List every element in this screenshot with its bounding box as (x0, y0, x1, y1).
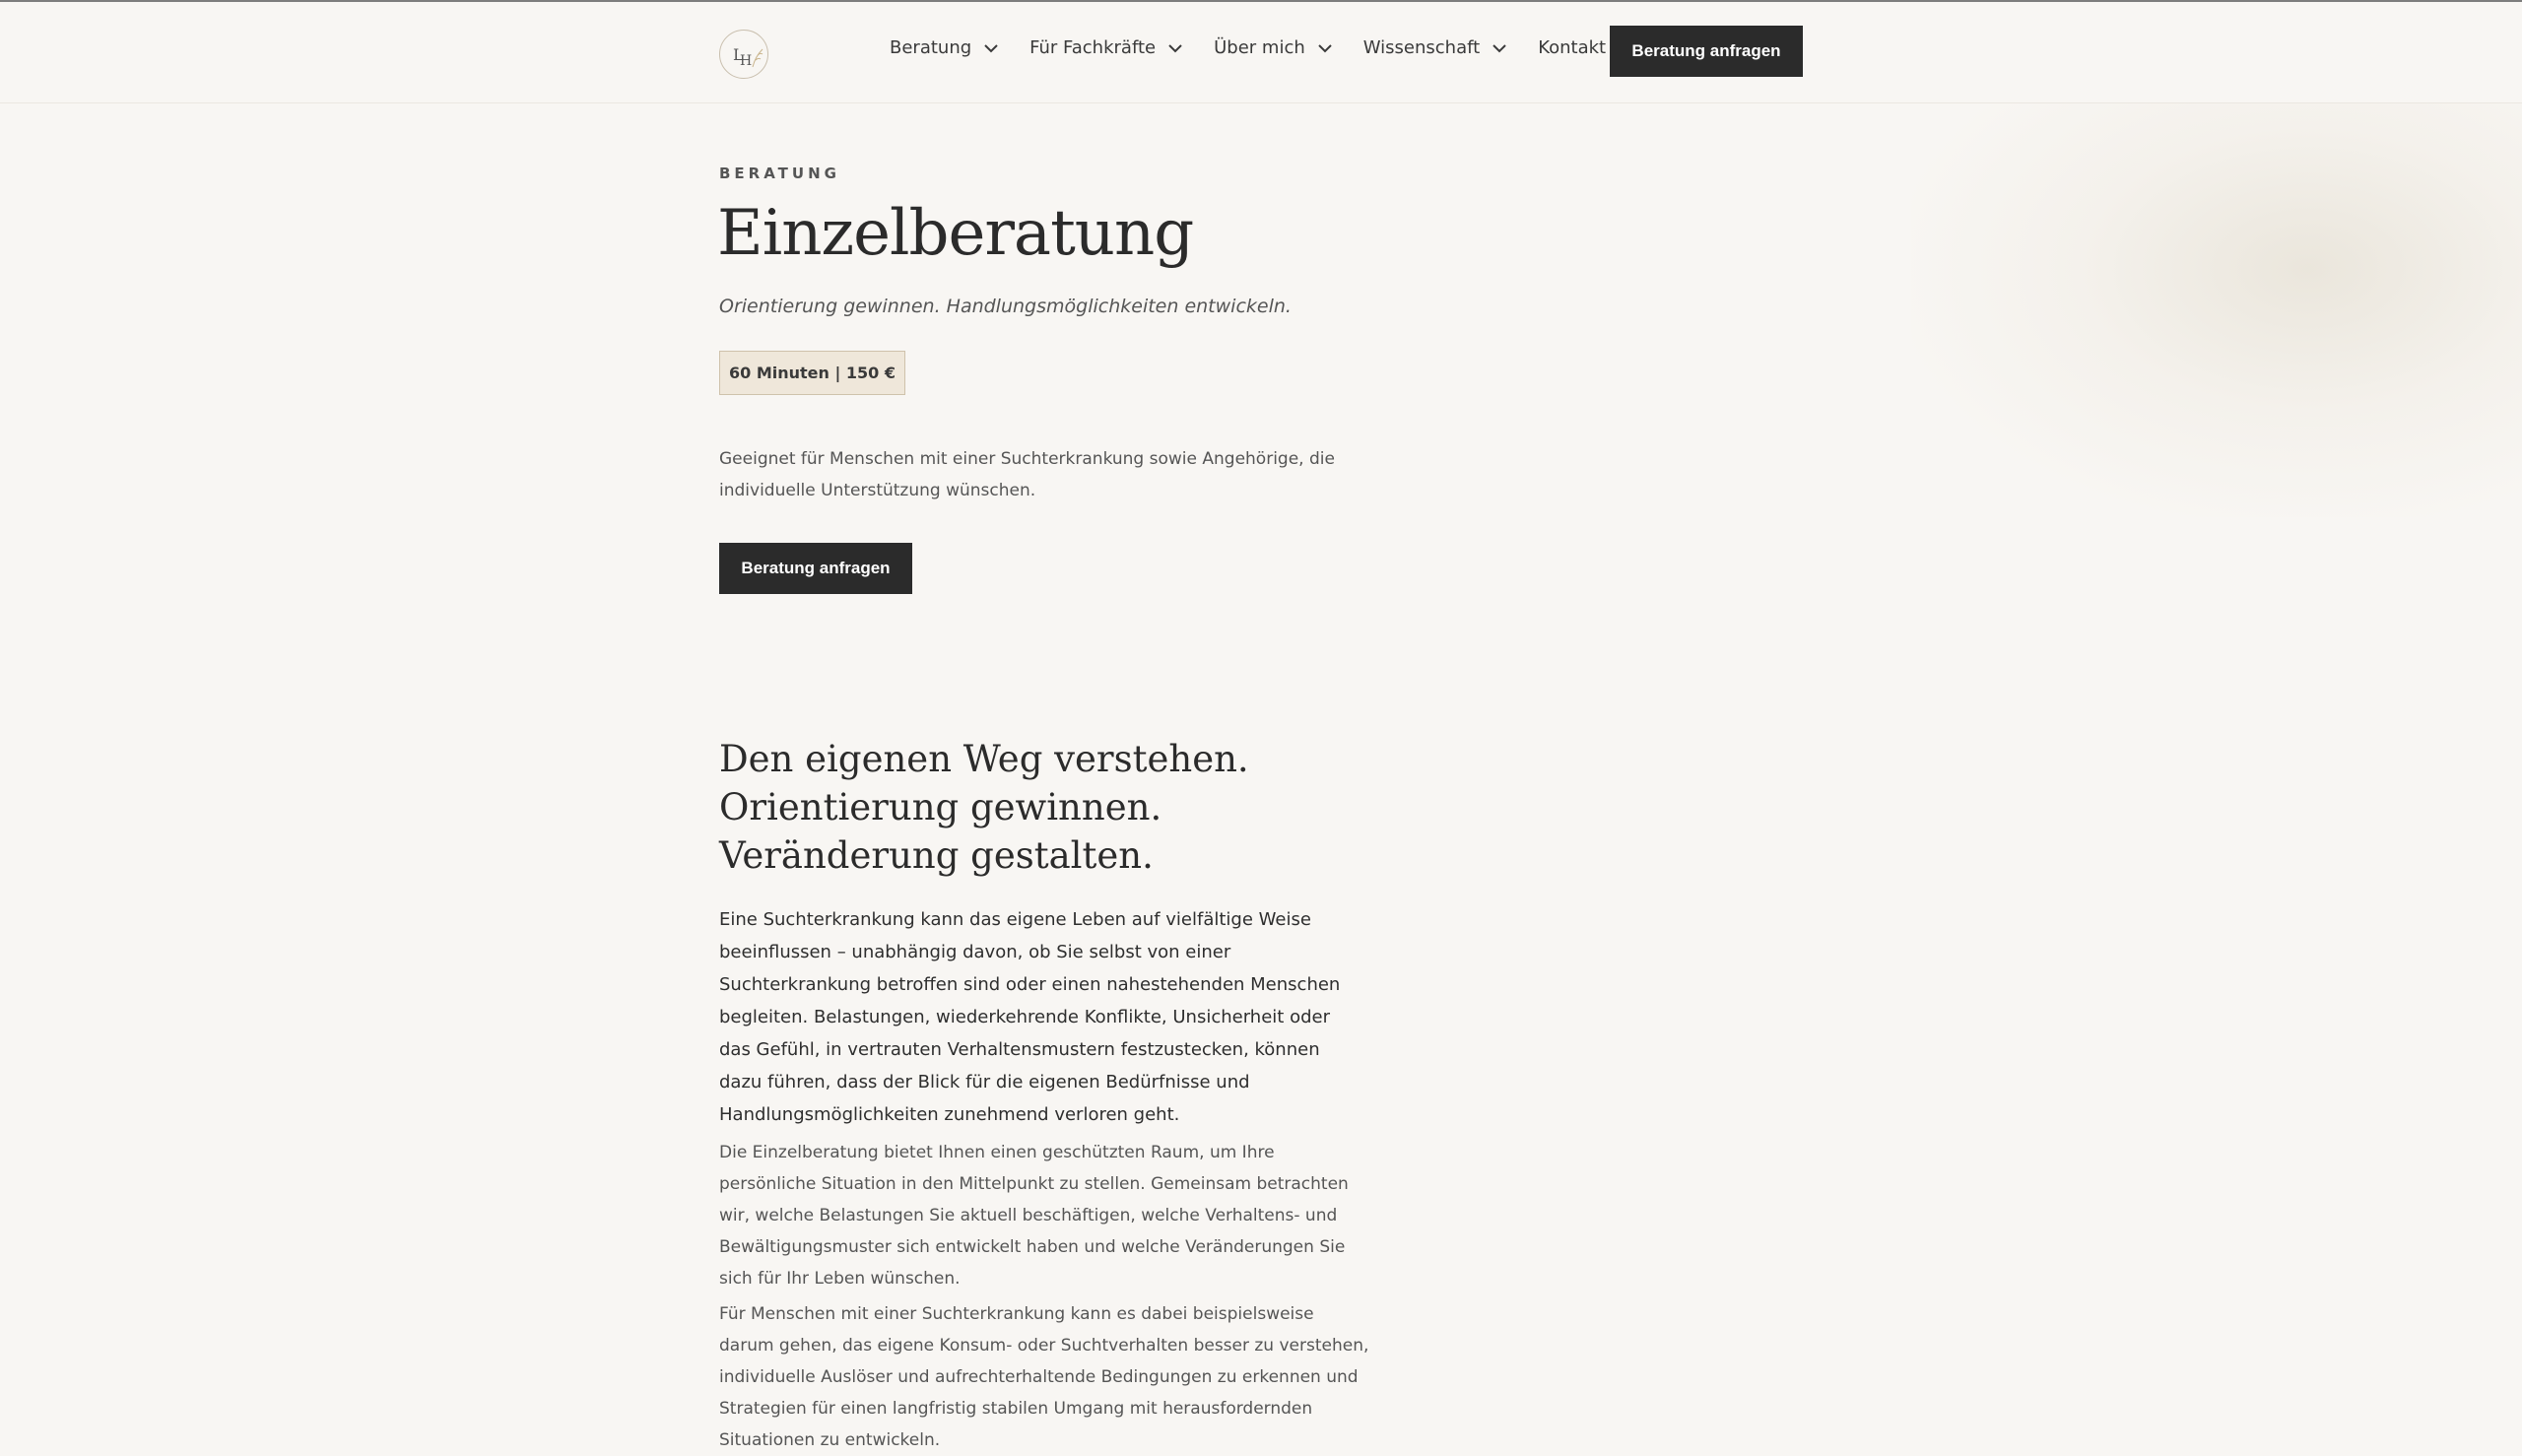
site-logo[interactable] (719, 30, 768, 79)
section-eyebrow: BERATUNG (719, 165, 840, 182)
lead-paragraph: Eine Suchterkrankung kann das eigene Leben auf vielfältige Weise beeinflussen – unabhängig davon, ob Sie selbst von einer Suchterkrankung betroffen sind oder einen nahestehenden Menschen begleiten. Belastungen, wiederkehrende Konflikte, Unsicherheit oder das Gefühl, in vertrauten Verhaltensmustern festzustecken, können dazu führen, dass der Blick für die eigenen Bedürfnisse und Handlungsmöglichkeiten zunehmend verloren geht. (719, 909, 1341, 1125)
body-paragraph-2: Für Menschen mit einer Suchterkrankung kann es dabei beispielsweise darum gehen, das eigene Konsum- oder Suchtverhalten besser zu verstehen, individuelle Auslöser und aufrechterhaltende Bedingungen zu erkennen und Strategien für einen langfristig stabilen Umgang mit herausfordernden Situationen zu entwickeln. (719, 1304, 1369, 1450)
hero-intro-text: Geeignet für Menschen mit einer Suchterkrankung sowie Angehörige, die individuelle Unterstützung wünschen. (719, 449, 1335, 500)
nav-item-label: Kontakt (1538, 37, 1607, 58)
nav-item-fuer-fachkraefte[interactable] (1029, 37, 1183, 58)
nav-item-label: Für Fachkräfte (1029, 37, 1157, 58)
nav-item-label: Beratung (890, 37, 972, 58)
price-badge: 60 Minuten | 150 € (719, 351, 905, 395)
page-title: Einzelberatung (717, 197, 1194, 270)
page-subtitle: Orientierung gewinnen. Handlungsmöglichkeiten entwickeln. (719, 296, 1292, 317)
svg-text:H: H (740, 53, 753, 69)
chevron-down-icon (1492, 43, 1507, 53)
header-request-consultation-button[interactable]: Beratung anfragen (1610, 26, 1803, 77)
nav-item-label: Wissenschaft (1362, 37, 1481, 58)
logo-monogram-icon (719, 30, 768, 79)
chevron-down-icon (1167, 43, 1183, 53)
site-header (0, 2, 2522, 103)
chevron-down-icon (983, 43, 999, 53)
body-paragraph-1: Die Einzelberatung bietet Ihnen einen geschützten Raum, um Ihre persönliche Situation in den Mittelpunkt zu stellen. Gemeinsam betrachten wir, welche Belastungen Sie aktuell beschäftigen, welche Verhaltens- und Bewältigungsmuster sich entwickelt haben und welche Veränderungen Sie sich für Ihr Leben wünschen. (719, 1143, 1349, 1289)
nav-item-ueber-mich[interactable] (1214, 37, 1333, 58)
section-heading: Den eigenen Weg verstehen. Orientierung gewinnen. Veränderung gestalten. (719, 738, 1249, 877)
nav-item-wissenschaft[interactable] (1363, 37, 1507, 58)
chevron-down-icon (1317, 43, 1333, 53)
main-navigation (890, 37, 1636, 58)
nav-item-beratung[interactable] (890, 37, 999, 58)
nav-item-label: Über mich (1214, 37, 1305, 58)
hero-request-consultation-button[interactable]: Beratung anfragen (719, 543, 912, 594)
svg-text:L: L (733, 45, 744, 64)
decorative-background-glow (1911, 103, 2522, 517)
nav-item-kontakt[interactable] (1538, 37, 1606, 58)
